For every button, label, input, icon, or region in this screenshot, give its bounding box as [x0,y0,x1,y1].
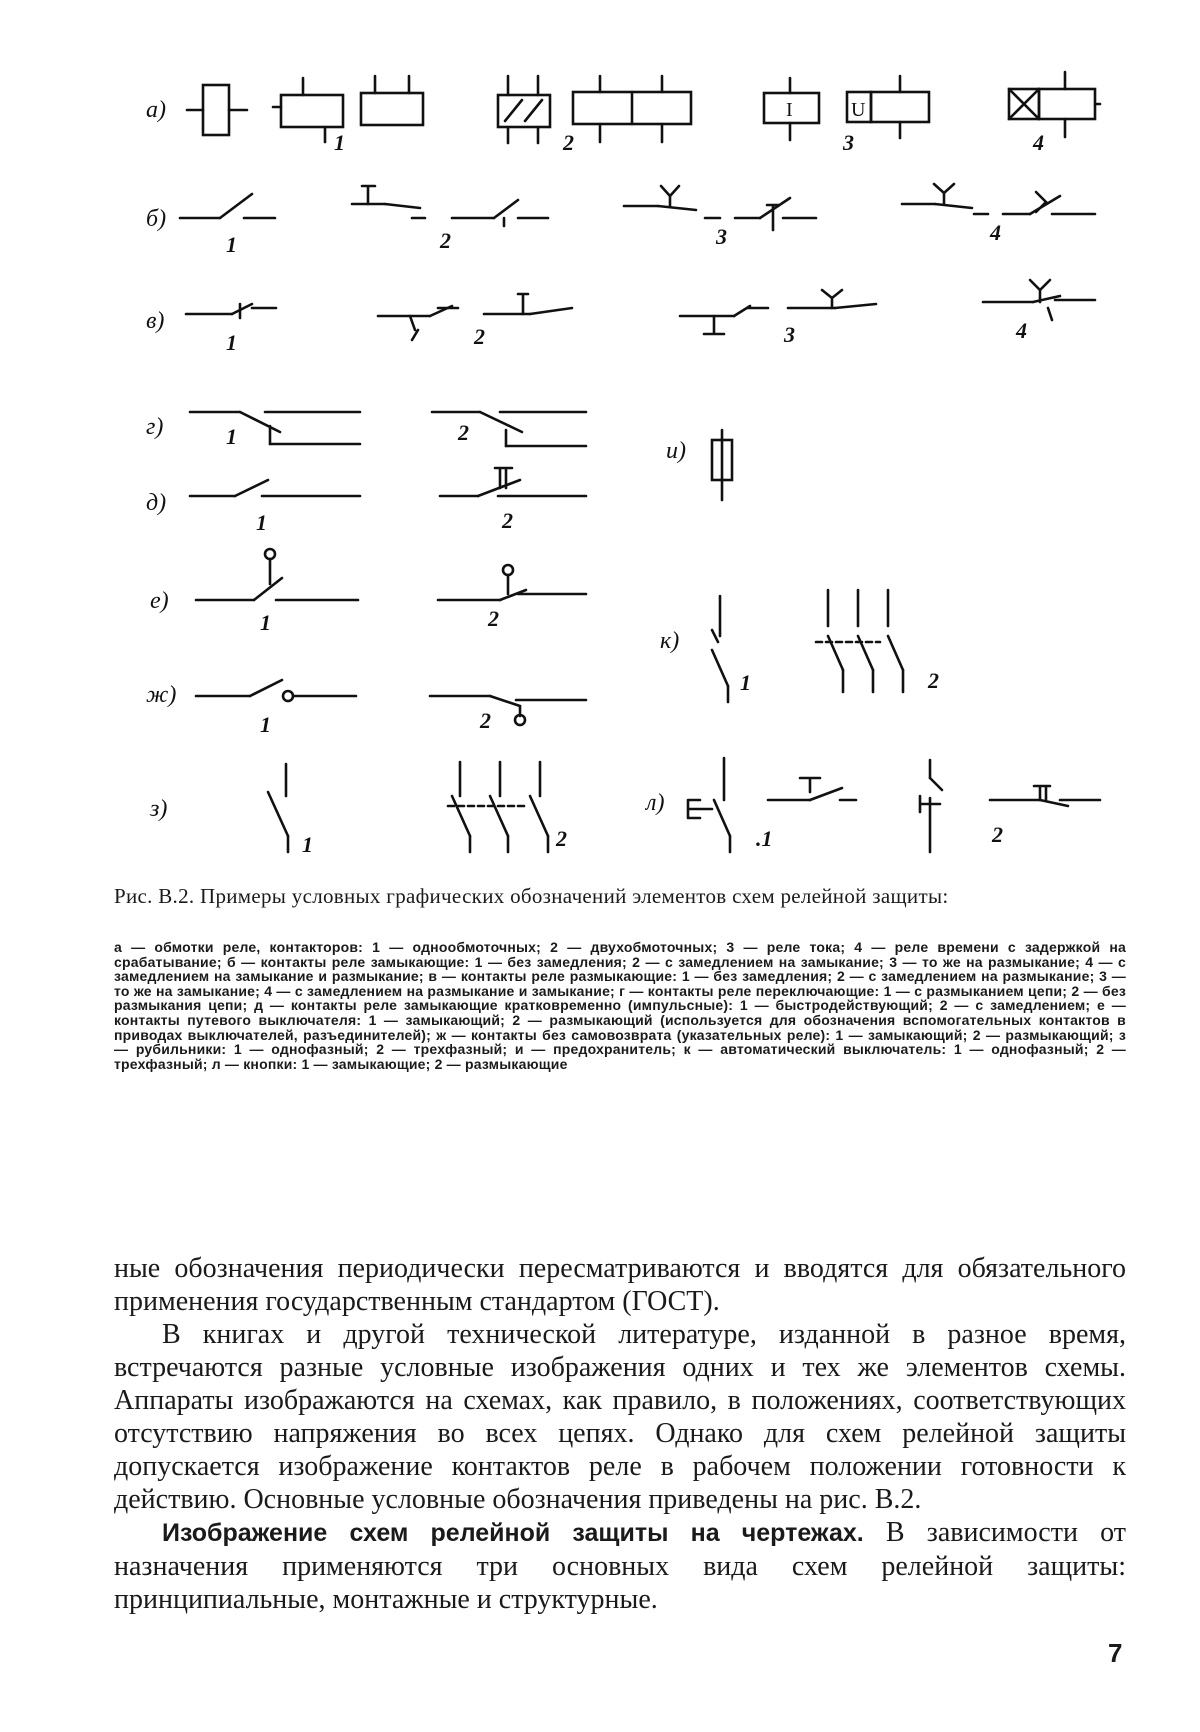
limit-switch-contacts [196,549,586,600]
num-b1: 1 [226,232,237,257]
num-l1: .1 [756,826,773,851]
coil-mark-current: I [786,99,793,121]
num-b4: 4 [990,220,1001,245]
row-label-a: а) [146,97,166,123]
num-v2: 2 [474,324,485,349]
coil-mark-u: U [851,99,866,121]
make-contacts [180,184,1095,230]
num-b2: 2 [440,228,451,253]
num-k1: 1 [740,670,751,695]
num-e2: 2 [488,606,499,631]
num-v4: 4 [1016,318,1027,343]
row-label-z: з) [150,796,168,822]
paragraph-3-heading: Изображение схем релейной защиты на чертежах. [162,1519,864,1547]
num-v3: 3 [784,322,795,347]
paragraph-1: ные обозначения периодически пересматриваются и вводятся для обязательного применения государственным стандартом (ГОСТ). [114,1253,1126,1317]
impulse-contacts [190,468,586,496]
num-g2: 2 [458,420,469,445]
push-buttons [688,758,1100,852]
row-label-e: е) [150,588,169,614]
row-label-d: д) [146,490,167,516]
figure-caption: Рис. В.2. Примеры условных графических обозначений элементов схем релейной защиты: [114,884,949,908]
coil-symbols [187,72,1100,143]
num-zh1: 1 [260,712,271,737]
row-label-g: г) [146,414,164,440]
break-contacts [186,280,1095,340]
num-b3: 3 [716,224,727,249]
row-label-zh: ж) [146,682,177,708]
page-number: 7 [1108,1638,1123,1668]
num-a3: 3 [843,130,854,155]
row-label-k: к) [660,628,680,654]
num-k2: 2 [928,668,939,693]
num-e1: 1 [260,610,271,635]
num-l2: 2 [992,822,1003,847]
num-zh2: 2 [480,708,491,733]
num-g1: 1 [226,424,237,449]
row-label-l: л) [646,790,665,816]
paragraph-2: В книгах и другой технической литературе, изданной в разное время, встречаются разные условные изображения одних и тех же элементов схемы. Аппараты изображаются на схемах, как правило, в положениях, соответствующих отсутствию напряжения во всех цепях. Однако для схем релейной защиты допускается изображение контактов реле в рабочем положении готовности к действию. Основные условные обозначения приведены на рис. В.2. [114,1319,1126,1515]
num-a1: 1 [334,130,345,155]
row-label-i: и) [666,438,686,464]
body-text [114,1252,1126,1616]
latching-contacts [196,680,586,725]
num-z1: 1 [302,832,313,857]
num-d1: 1 [256,510,267,535]
num-v1: 1 [226,330,237,355]
paragraph-3-text: В зависимости от назначения применяются три основных вида схем релейной защиты: принципиальные, монтажные и структурные. [114,1517,1126,1615]
num-d2: 2 [502,508,513,533]
paragraph-3 [114,1516,1126,1616]
figure-legend: а — обмотки реле, контакторов: 1 — однообмоточных; 2 — двухобмоточных; 3 — реле тока; 4 — реле времени с задержкой на срабатывание; б — контакты реле замыкающие: 1 — без замедления; 2 — с замедлением на замыкание; 3 — то же на размыкание; 4 — с замедлением на замыкание и размыкание; в — контакты реле размыкающие: 1 — без замедления; 2 — с замедлением на размыкание; 3 — то же на замыкание; 4 — с замедлением на размыкание и замыкание; г — контакты реле переключающие: 1 — с размыканием цепи; 2 — без размыкания цепи; д — контакты реле замыкающие кратковременно (импульсные): 1 — быстродействующий; 2 — с замедлением; е — контакты путевого выключателя: 1 — замыкающий; 2 — размыкающий (используется для обозначения вспомогательных контактов в приводах выключателей, разъединителей); ж — контакты без самовозврата (указательных реле): 1 — замыкающий; 2 — размыкающий; з — рубильники: 1 — однофазный; 2 — трехфазный; и — предохранитель; к — автоматический выключатель: 1 — однофазный; 2 — трехфазный; л — кнопки: 1 — замыкающие; 2 — размыкающие [114,939,1126,1072]
num-a2: 2 [563,130,574,155]
row-label-v: в) [146,308,165,334]
fuse-symbol [712,430,732,500]
row-label-b: б) [146,206,167,232]
changeover-contacts [190,412,586,446]
num-a4: 4 [1033,130,1044,155]
num-z2: 2 [556,826,567,851]
